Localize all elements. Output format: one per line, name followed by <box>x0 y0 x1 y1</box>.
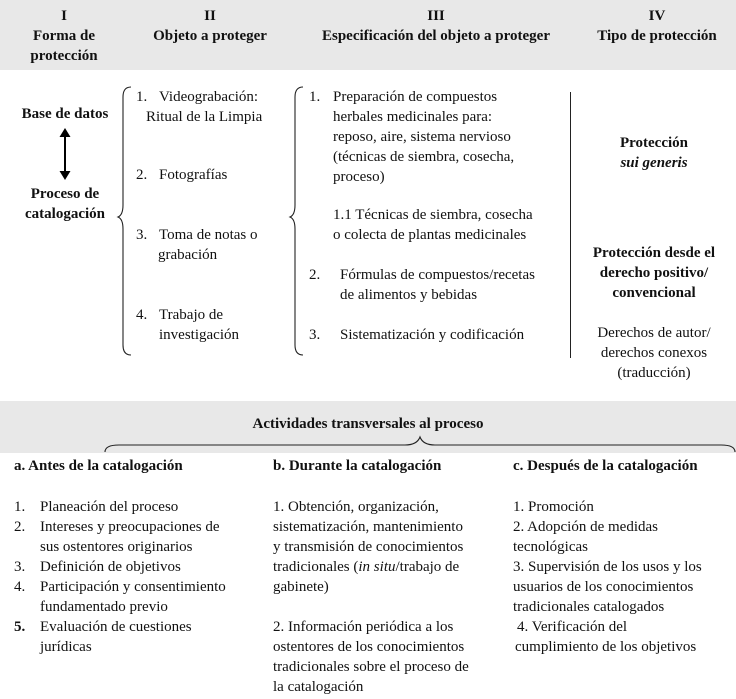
column-divider <box>570 92 571 358</box>
column-header-i: I Forma de protección <box>30 8 98 64</box>
forma-proceso-de-catalogacion: Proceso de catalogación <box>25 186 105 222</box>
left-brace-especificacion <box>289 87 305 357</box>
despues-item-4: 4. Verificación del cumplimiento de los objetivos <box>515 619 697 655</box>
durante-paragraph-2: 2. Información periódica a los ostentores de los conocimientos tradicionales sobre el proceso de la catalogación <box>273 619 469 695</box>
tipo-derecho-positivo: Protección desde el derecho positivo/ convencional <box>592 245 716 301</box>
column-header-iii: III Especificación del objeto a proteger <box>321 8 550 44</box>
top-brace-transversal <box>105 433 736 453</box>
especificacion-item-1-1: 1.1 Técnicas de siembra, cosecha o colecta de plantas medicinales <box>333 207 533 243</box>
tipo-derechos-de-autor: Derechos de autor/ derechos conexos (traducción) <box>597 325 711 381</box>
left-brace-objeto <box>117 87 133 357</box>
heading-despues: c. Después de la catalogación <box>513 458 698 474</box>
double-arrow <box>58 128 72 180</box>
forma-base-de-datos: Base de datos <box>21 106 109 122</box>
despues-list: 1. Promoción 2. Adopción de medidas tecnológicas 3. Supervisión de los usos y los usuarios de los conocimientos tradicionales catalogados <box>513 499 702 615</box>
heading-antes: a. Antes de la catalogación <box>14 458 183 474</box>
heading-durante: b. Durante la catalogación <box>273 458 442 474</box>
column-header-ii: II Objeto a proteger <box>153 8 267 44</box>
column-header-iv: IV Tipo de protección <box>597 8 717 44</box>
transversal-title: Actividades transversales al proceso <box>252 416 484 432</box>
durante-paragraph-1: 1. Obtención, organización, sistematización, mantenimiento y transmisión de conocimientos tradicionales (in situ/trabajo de gabinete) <box>273 499 464 595</box>
tipo-sui-generis: Protección sui generis <box>619 135 689 171</box>
